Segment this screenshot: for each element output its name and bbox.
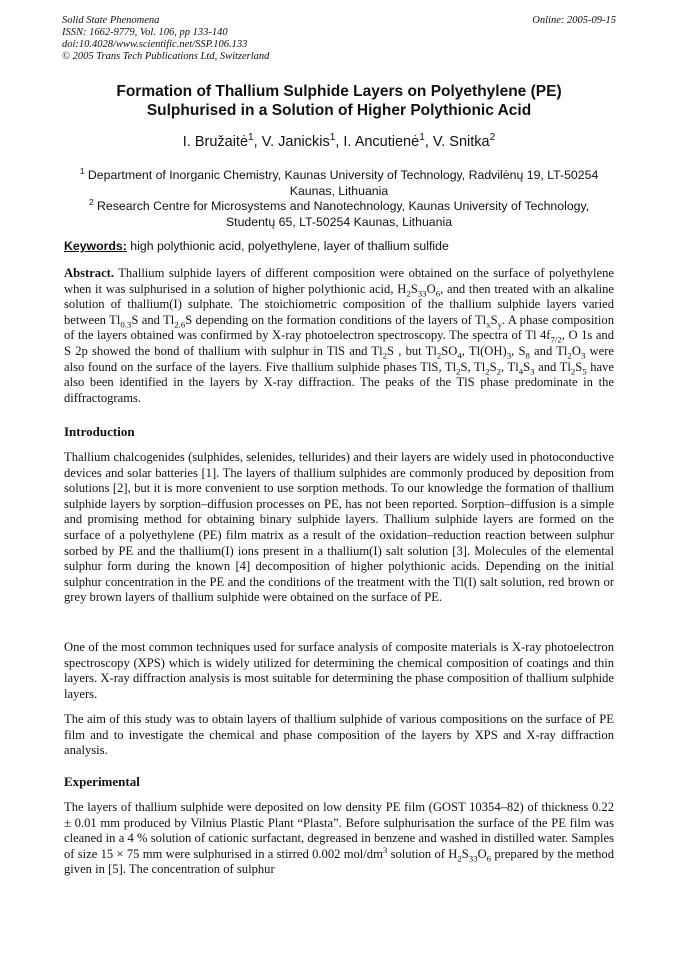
author: V. Janickis$^1$ xyxy=(261,132,336,150)
author: V. Snitka$^2$ xyxy=(432,132,496,150)
title-line-2: Sulphurised in a Solution of Higher Polythionic Acid xyxy=(146,102,532,119)
affiliation-1: $^1$ Department of Inorganic Chemistry, Kaunas University of Technology, Radvilėnų 19, LT-50254 xyxy=(79,165,599,182)
affiliation-2-cont: Studentų 65, LT-50254 Kaunas, Lithuania xyxy=(225,214,453,229)
keywords-label: Keywords: xyxy=(64,239,127,253)
experimental-heading: Experimental xyxy=(64,774,140,789)
journal-copyright: © 2005 Trans Tech Publications Ltd, Switzerland xyxy=(62,51,270,62)
author: I. Ancutienė$^1$ xyxy=(343,132,425,150)
affiliations xyxy=(60,165,618,230)
keywords xyxy=(64,239,449,253)
abstract-paragraph: Abstract. Thallium sulphide layers of different composition were obtained on the surface of polyethylene when it was sulphurised in a solution of higher polythionic acid, $H_2S_{33}O_6$, and then treated with an alkaline solution of thallium(I) sulphate. The stoichiometric composition of the thallium sulphide layers varied between $Tl_{0.3}S$ and $Tl_{2.6}S$ depending on the formation conditions of the layers of $Tl_xS_y$. A phase composition of the layers obtained was confirmed by X-ray photoelectron spectroscopy. The spectra of Tl $4f_{7/2}$, O 1s and S 2p showed the bond of thallium with sulphur in TlS and $Tl_2S$ , but $Tl_2SO_4$, $Tl(OH)_3$, $S_8$ and $Tl_2O_3$ were also found on the surface of the layers. Five thallium sulphide phases TlS, $Tl_2S$, $Tl_2S_2$, $Tl_4S_3$ and $Tl_2S_5$ have also been identified in the layers by X-ray diffraction. The peaks of the TlS phase predominate in the diffractograms. xyxy=(64,266,615,405)
journal-doi: doi:10.4028/www.scientific.net/SSP.106.133 xyxy=(62,39,248,50)
journal-header xyxy=(62,15,269,63)
author-list: I. Bružaitė$^1$, V. Janickis$^1$, I. Ancutienė$^1$, V. Snitka$^2$ xyxy=(182,132,496,150)
experimental-paragraph: The layers of thallium sulphide were deposited on low density PE film (GOST 10354–82) of thickness 0.22 ± 0.01 mm produced by Vilnius Plastic Plant “Plasta”. Before sulphurisation the surface of the PE film was cleaned in a 4 % solution of cationic surfactant, degreased in benzene and washed in distilled water. Samples of size 15 × 75 mm were sulphurised in a stirred 0.002 mol/$dm^3$ solution of $H_2S_{33}O_6$ prepared by the method given in [5]. The concentration of sulphur xyxy=(64,800,614,877)
introduction-paragraph-3: The aim of this study was to obtain layers of thallium sulphide of various compositions on the surface of PE film and to investigate the chemical and phase composition of the layers by XPS and X-ray diffraction analysis. xyxy=(64,712,614,758)
introduction-paragraph-2: One of the most common techniques used for surface analysis of composite materials is X-ray photoelectron spectroscopy (XPS) which is widely utilized for determining the chemical composition of coatings and thin layers. X-ray diffraction analysis is most suitable for determining the phase composition of thallium sulphide layers. xyxy=(64,640,614,701)
paper-title xyxy=(40,82,638,120)
title-line-1: Formation of Thallium Sulphide Layers on Polyethylene (PE) xyxy=(116,83,562,100)
introduction-heading: Introduction xyxy=(64,424,135,439)
abstract-label: Abstract. xyxy=(64,266,115,280)
affiliation-1-cont: Kaunas, Lithuania xyxy=(289,183,389,198)
introduction-paragraph-1: Thallium chalcogenides (sulphides, selenides, tellurides) and their layers are widely used in photoconductive devices and solar batteries [1]. The layers of thallium sulphides are commonly produced by deposition from solutions [2], but it is more convenient to use sorption methods. To our knowledge the formation of thallium sulphide layers by sorption–diffusion processes on PE, has not been reported. Sorption–diffusion is a simple and promising method for obtaining binary sulphide layers. Thallium sulphide layers are formed on the surface of a polyethylene (PE) film matrix as a result of the oxidation–reduction reaction between sulphur sorbed by PE and the thallium(I) ions present in a thallium(I) salt solution [3]. Molecules of the elemental sulphur form during the known [4] decomposition of higher polythionic acids. Depending on the initial sulphur concentration in the PE and the conditions of the treatment with the Tl(I) salt solution, red brown or grey brown layers of thallium sulphide were obtained on the surface of PE. xyxy=(64,450,614,605)
keywords-text: high polythionic acid, polyethylene, layer of thallium sulfide xyxy=(130,239,449,253)
online-date: Online: 2005-09-15 xyxy=(532,15,616,26)
author: I. Bružaitė$^1$ xyxy=(182,132,254,150)
journal-issn: ISSN: 1662-9779, Vol. 106, pp 133-140 xyxy=(62,27,228,38)
affiliation-2: $^2$ Research Centre for Microsystems and Nanotechnology, Kaunas University of Technology, xyxy=(88,196,590,213)
journal-name: Solid State Phenomena xyxy=(62,15,160,26)
